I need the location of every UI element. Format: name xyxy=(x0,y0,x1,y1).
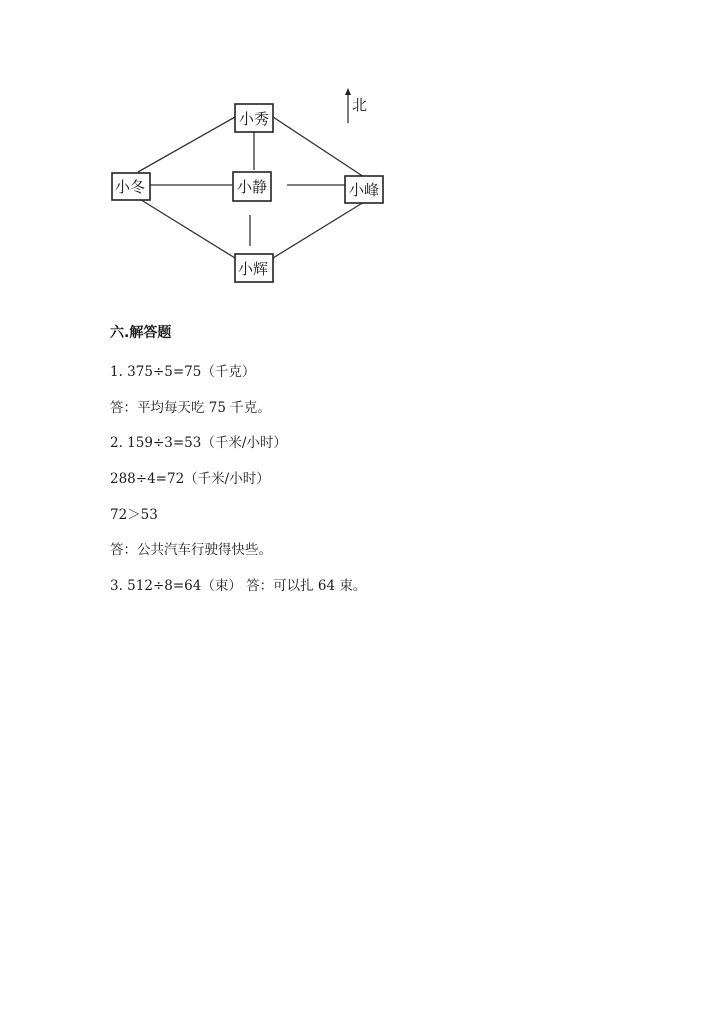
node-left xyxy=(112,173,150,200)
edge-top-left xyxy=(138,117,235,172)
node-top-label: 小秀 xyxy=(239,110,270,128)
node-center xyxy=(233,172,271,201)
edge-right-bottom xyxy=(273,202,364,258)
edge-left-bottom xyxy=(138,198,235,258)
answer-line-6: 答：公共汽车行驶得快些。 xyxy=(110,542,272,558)
node-bottom xyxy=(235,254,273,282)
node-top xyxy=(235,104,273,132)
section-title: 六.解答题 xyxy=(110,325,172,341)
answer-line-3: 2. 159÷3=53（千米/小时） xyxy=(110,435,287,451)
north-label: 北 xyxy=(352,96,368,114)
direction-diagram xyxy=(100,80,400,290)
node-right-label: 小峰 xyxy=(349,181,380,199)
answer-line-4: 288÷4=72（千米/小时） xyxy=(110,471,270,487)
answer-line-5: 72＞53 xyxy=(110,507,158,523)
answer-line-7: 3. 512÷8=64（束） 答：可以扎 64 束。 xyxy=(110,578,367,594)
node-bottom-label: 小辉 xyxy=(238,260,269,278)
node-center-label: 小静 xyxy=(237,178,268,196)
answer-line-1: 1. 375÷5=75（千克） xyxy=(110,364,256,380)
answer-line-2: 答：平均每天吃 75 千克。 xyxy=(110,400,271,416)
north-arrow-icon xyxy=(345,88,351,123)
edge-top-right xyxy=(273,117,364,177)
node-right xyxy=(345,176,383,203)
node-left-label: 小冬 xyxy=(115,178,146,196)
